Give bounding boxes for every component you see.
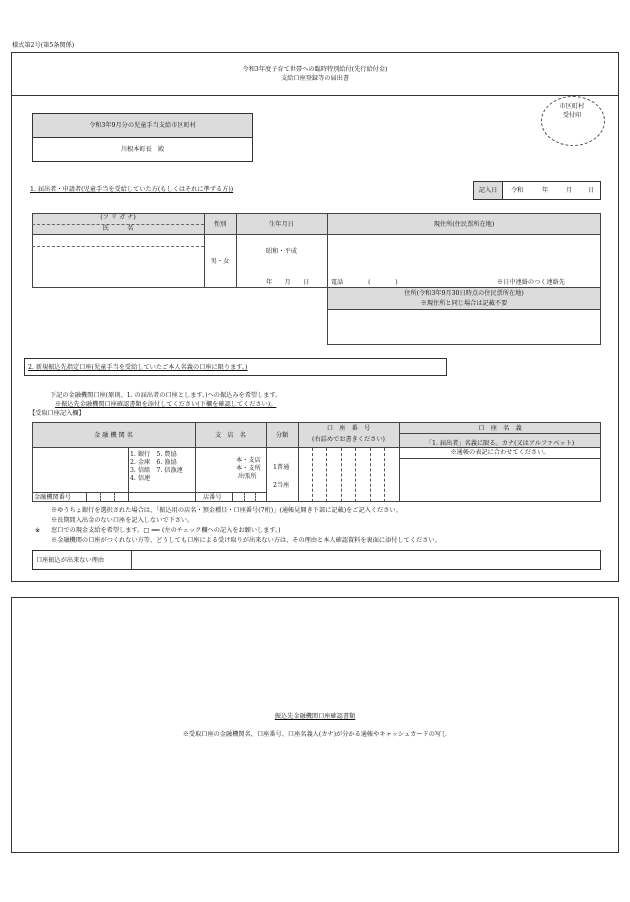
bank-number-field[interactable]	[87, 493, 127, 501]
branch-type-1[interactable]: 本・支店	[236, 457, 261, 464]
branch-number-label: 店番号	[203, 494, 222, 501]
account-type-2[interactable]: 2当座	[273, 482, 290, 489]
col-account-number: 口 座 番 号	[326, 425, 371, 432]
addressee-name: 川根本町長 殿	[32, 138, 253, 162]
name-field[interactable]	[33, 247, 203, 287]
col-holder: 口 座 名 義	[478, 425, 522, 432]
note-longterm: ※長期間入出金のない口座を記入しないで下さい。	[51, 517, 194, 524]
phone-note: ※日中連絡のつく連絡先	[497, 279, 566, 286]
note-yucho: ※ゆうちょ銀行を選択された場合は、「振込用の店名・預金種目・口座番号(7桁)」(通帳見開き下部に記載)をご記入ください。	[51, 507, 402, 514]
account-number-field[interactable]	[299, 449, 398, 501]
birth-era[interactable]: 昭和・平成	[266, 248, 297, 255]
attachment-note: ※受取口座の金融機関名、口座番号、口座名義人(カナ)が分かる通帳やキャッシュカードの写し	[182, 731, 448, 738]
section2-title: 2. 新規振込先指定口座(児童手当を受給していたご本人名義の口座に限ります。)	[28, 364, 248, 371]
entry-date-label: 記入日	[473, 181, 503, 200]
note-cash[interactable]: 窓口での現金支給を希望します。□ ⟸ (左のチェック欄への記入をお願いします。)	[51, 527, 281, 534]
stamp-label-1: 市区町村	[559, 103, 585, 110]
gender-value[interactable]: 男・女	[210, 258, 230, 265]
branch-type-2[interactable]: 本・支所	[236, 465, 261, 472]
col-furigana: (フ リ ガ ナ)	[100, 214, 136, 221]
stamp-label-2: 受付印	[562, 112, 582, 119]
attachment-title: 振込先金融機関口座確認書類	[274, 713, 356, 720]
bank-name-field[interactable]	[33, 449, 127, 491]
receipt-header: 【受取口座記入欄】	[29, 410, 85, 417]
phone-label[interactable]: 電話 ( )	[331, 279, 398, 286]
addressee-header: 令和3年9月分の児童手当支給市区町村	[32, 113, 253, 138]
bank-type-1[interactable]: 1. 銀行 5. 農協	[130, 451, 177, 458]
col-address: 現住所(住民票所在地)	[433, 221, 495, 228]
prev-address-field[interactable]	[327, 310, 601, 345]
no-transfer-reason-field[interactable]	[132, 551, 600, 569]
bank-type-4[interactable]: 4. 信連	[130, 475, 151, 482]
bank-type-2[interactable]: 2. 金庫 6. 漁協	[130, 459, 177, 466]
prev-address-note: ※現住所と同じ場合は記載不要	[420, 300, 508, 307]
account-holder-field[interactable]	[400, 459, 600, 501]
desc-line2: ※振込先金融機関口座確認書類を添付してください(下欄を確認してください)。	[55, 401, 277, 408]
col-category: 分類	[275, 432, 289, 439]
bank-type-3[interactable]: 3. 信組 7. 信漁連	[130, 467, 183, 474]
furigana-field[interactable]	[33, 236, 203, 245]
col-account-note: (右詰めでお書きください)	[312, 436, 385, 443]
attachment-area[interactable]	[11, 597, 619, 853]
bank-number-label: 金融機関番号	[34, 494, 72, 501]
form-title-line2: 支給口座登録等の届出書	[280, 75, 350, 82]
branch-number-field[interactable]	[233, 493, 265, 501]
note-cash-mark: ※	[35, 527, 41, 534]
birth-ymd[interactable]: 年 月 日	[266, 279, 310, 286]
form-id: 様式第2号(第5条関係)	[12, 42, 75, 49]
prev-address-label: 住所(令和3年9月30日時点の住民票所在地)	[404, 290, 524, 297]
account-type-1[interactable]: 1普通	[273, 464, 290, 471]
note-no-account: ※金融機関の口座がつくれない方等、どうしても口座による受け取りが出来ない方は、その理由と本人確認資料を裏面に添付してください。	[51, 537, 441, 544]
col-bank-name: 金 融 機 関 名	[94, 432, 133, 439]
form-title-line1: 令和3年度子育て世帯への臨時特別給付(先行給付金)	[242, 66, 388, 73]
holder-note1: 「1. 届出者」名義に限る。カナ(又はアルファベット)	[425, 440, 575, 447]
branch-type-3[interactable]: 出張所	[238, 473, 257, 480]
section1-title: 1. 届出者・申請者(児童手当を受給していた方(もしくはそれに準ずる方))	[30, 186, 234, 193]
desc-line1: 下記の金融機関口座(原則、1. の届出者の口座とします。)への振込みを希望します。	[50, 392, 282, 399]
col-birthdate: 生年月日	[269, 221, 294, 228]
no-transfer-reason-label: 口座振込が出来ない理由	[36, 557, 105, 564]
col-gender: 性別	[213, 221, 227, 228]
col-branch-name: 支 店 名	[215, 432, 246, 439]
holder-note2: ※通帳の表記に合わせてください。	[450, 449, 550, 456]
col-name: 氏 名	[102, 225, 134, 232]
